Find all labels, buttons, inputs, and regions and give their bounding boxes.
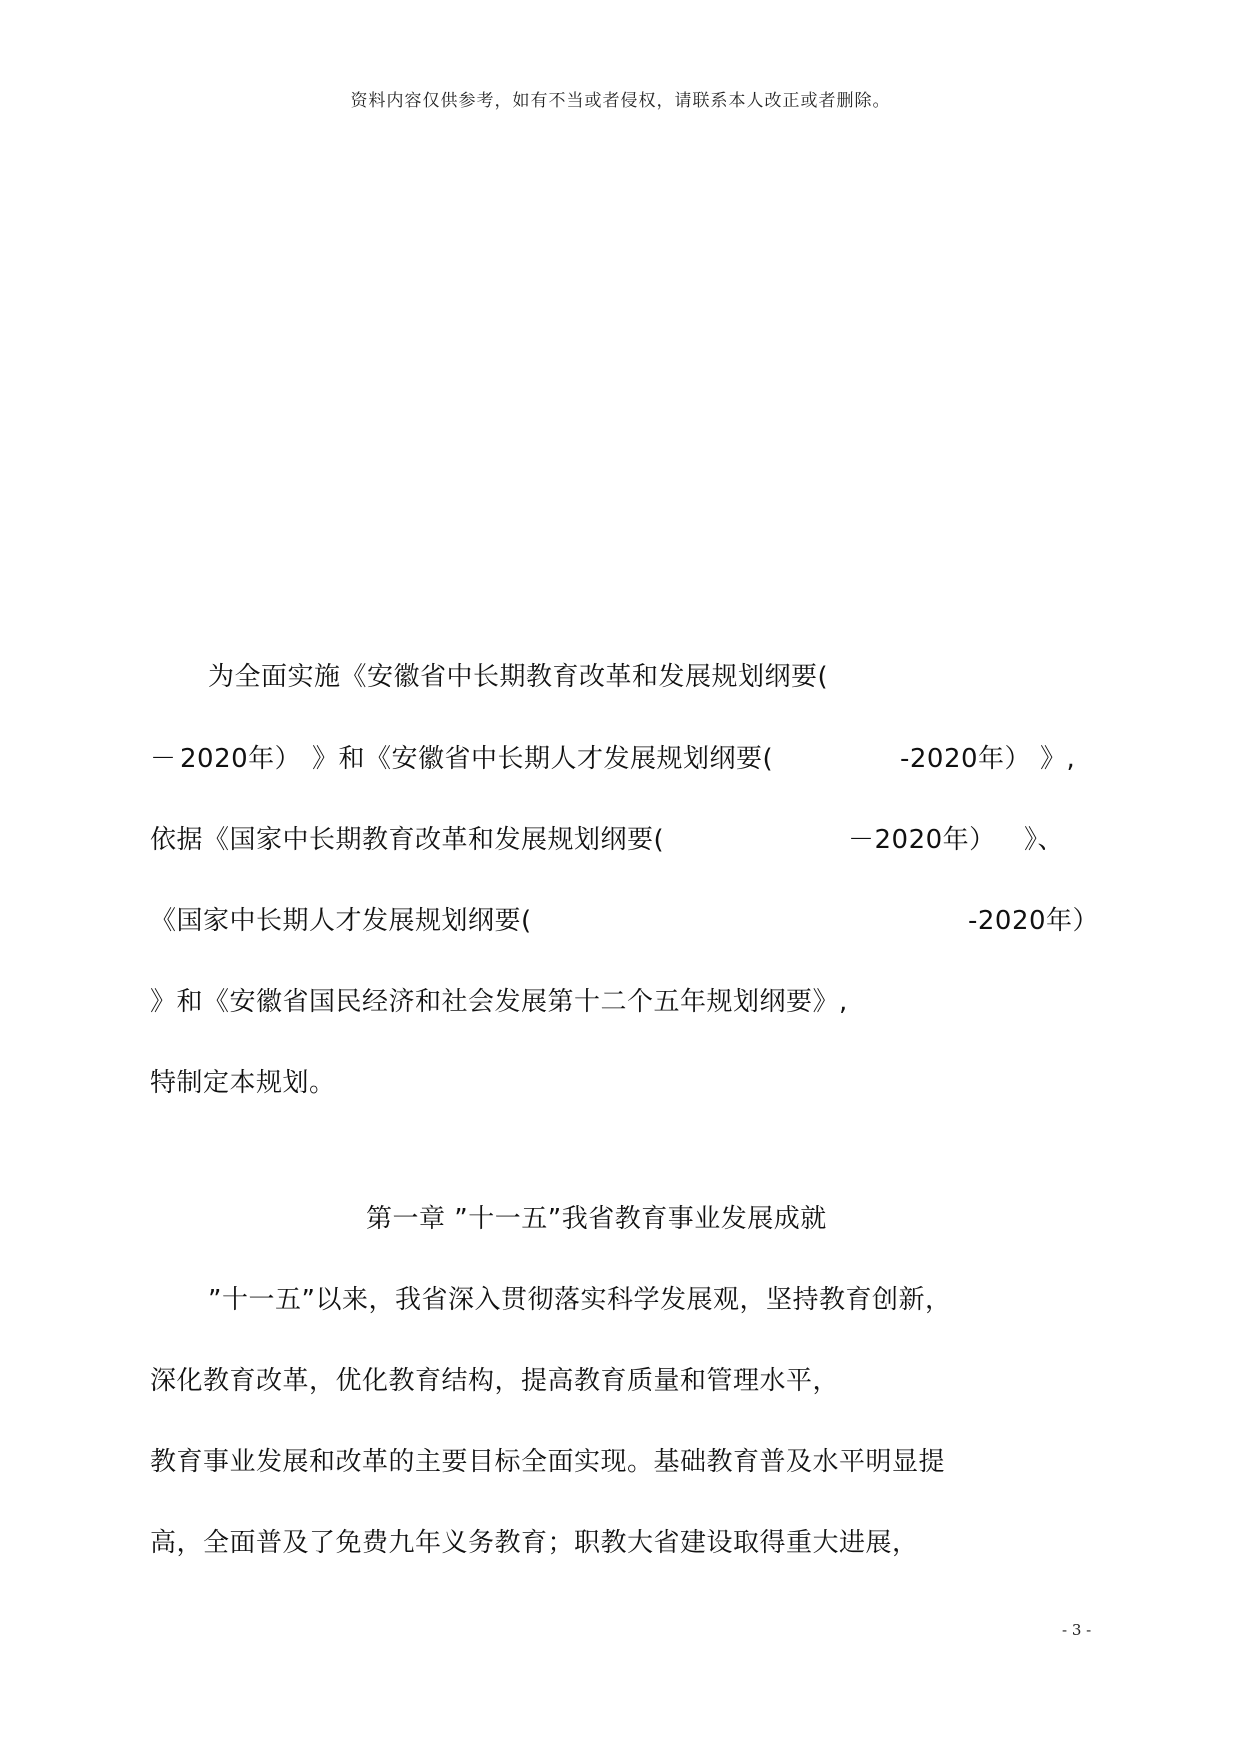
body-line-3: 教育事业发展和改革的主要目标全面实现。基础教育普及水平明显提 (150, 1447, 946, 1477)
preface-line-2-end: 》, (1040, 744, 1076, 774)
preface-line-4-year: -2020年） (968, 906, 1100, 936)
preface-line-2-year2: -2020年） (900, 744, 1032, 774)
preface-line-2-dash: － (150, 744, 177, 774)
preface-line-6: 特制定本规划。 (150, 1068, 336, 1098)
preface-line-3-text: 依据《国家中长期教育改革和发展规划纲要( (150, 825, 665, 855)
preface-line-5: 》和《安徽省国民经济和社会发展第十二个五年规划纲要》, (150, 987, 848, 1017)
body-line-2: 深化教育改革，优化教育结构，提高教育质量和管理水平， (150, 1366, 840, 1396)
body-line-1: ”十一五”以来，我省深入贯彻落实科学发展观，坚持教育创新， (208, 1285, 952, 1315)
chapter-title: 第一章 ”十一五”我省教育事业发展成就 (366, 1204, 827, 1234)
preface-line-4-text: 《国家中长期人才发展规划纲要( (150, 906, 532, 936)
body-line-4: 高，全面普及了免费九年义务教育；职教大省建设取得重大进展， (150, 1528, 919, 1558)
preface-line-2-text: 》和《安徽省中长期人才发展规划纲要( (312, 744, 774, 774)
preface-line-3-end: 》、 (1024, 825, 1065, 855)
preface-line-2-year: 2020年） (180, 744, 302, 774)
preface-line-1: 为全面实施《安徽省中长期教育改革和发展规划纲要( (208, 662, 829, 692)
page-number: - 3 - (1062, 1621, 1092, 1639)
preface-line-3-year: －2020年） (848, 825, 996, 855)
header-disclaimer: 资料内容仅供参考，如有不当或者侵权，请联系本人改正或者删除。 (350, 91, 891, 111)
